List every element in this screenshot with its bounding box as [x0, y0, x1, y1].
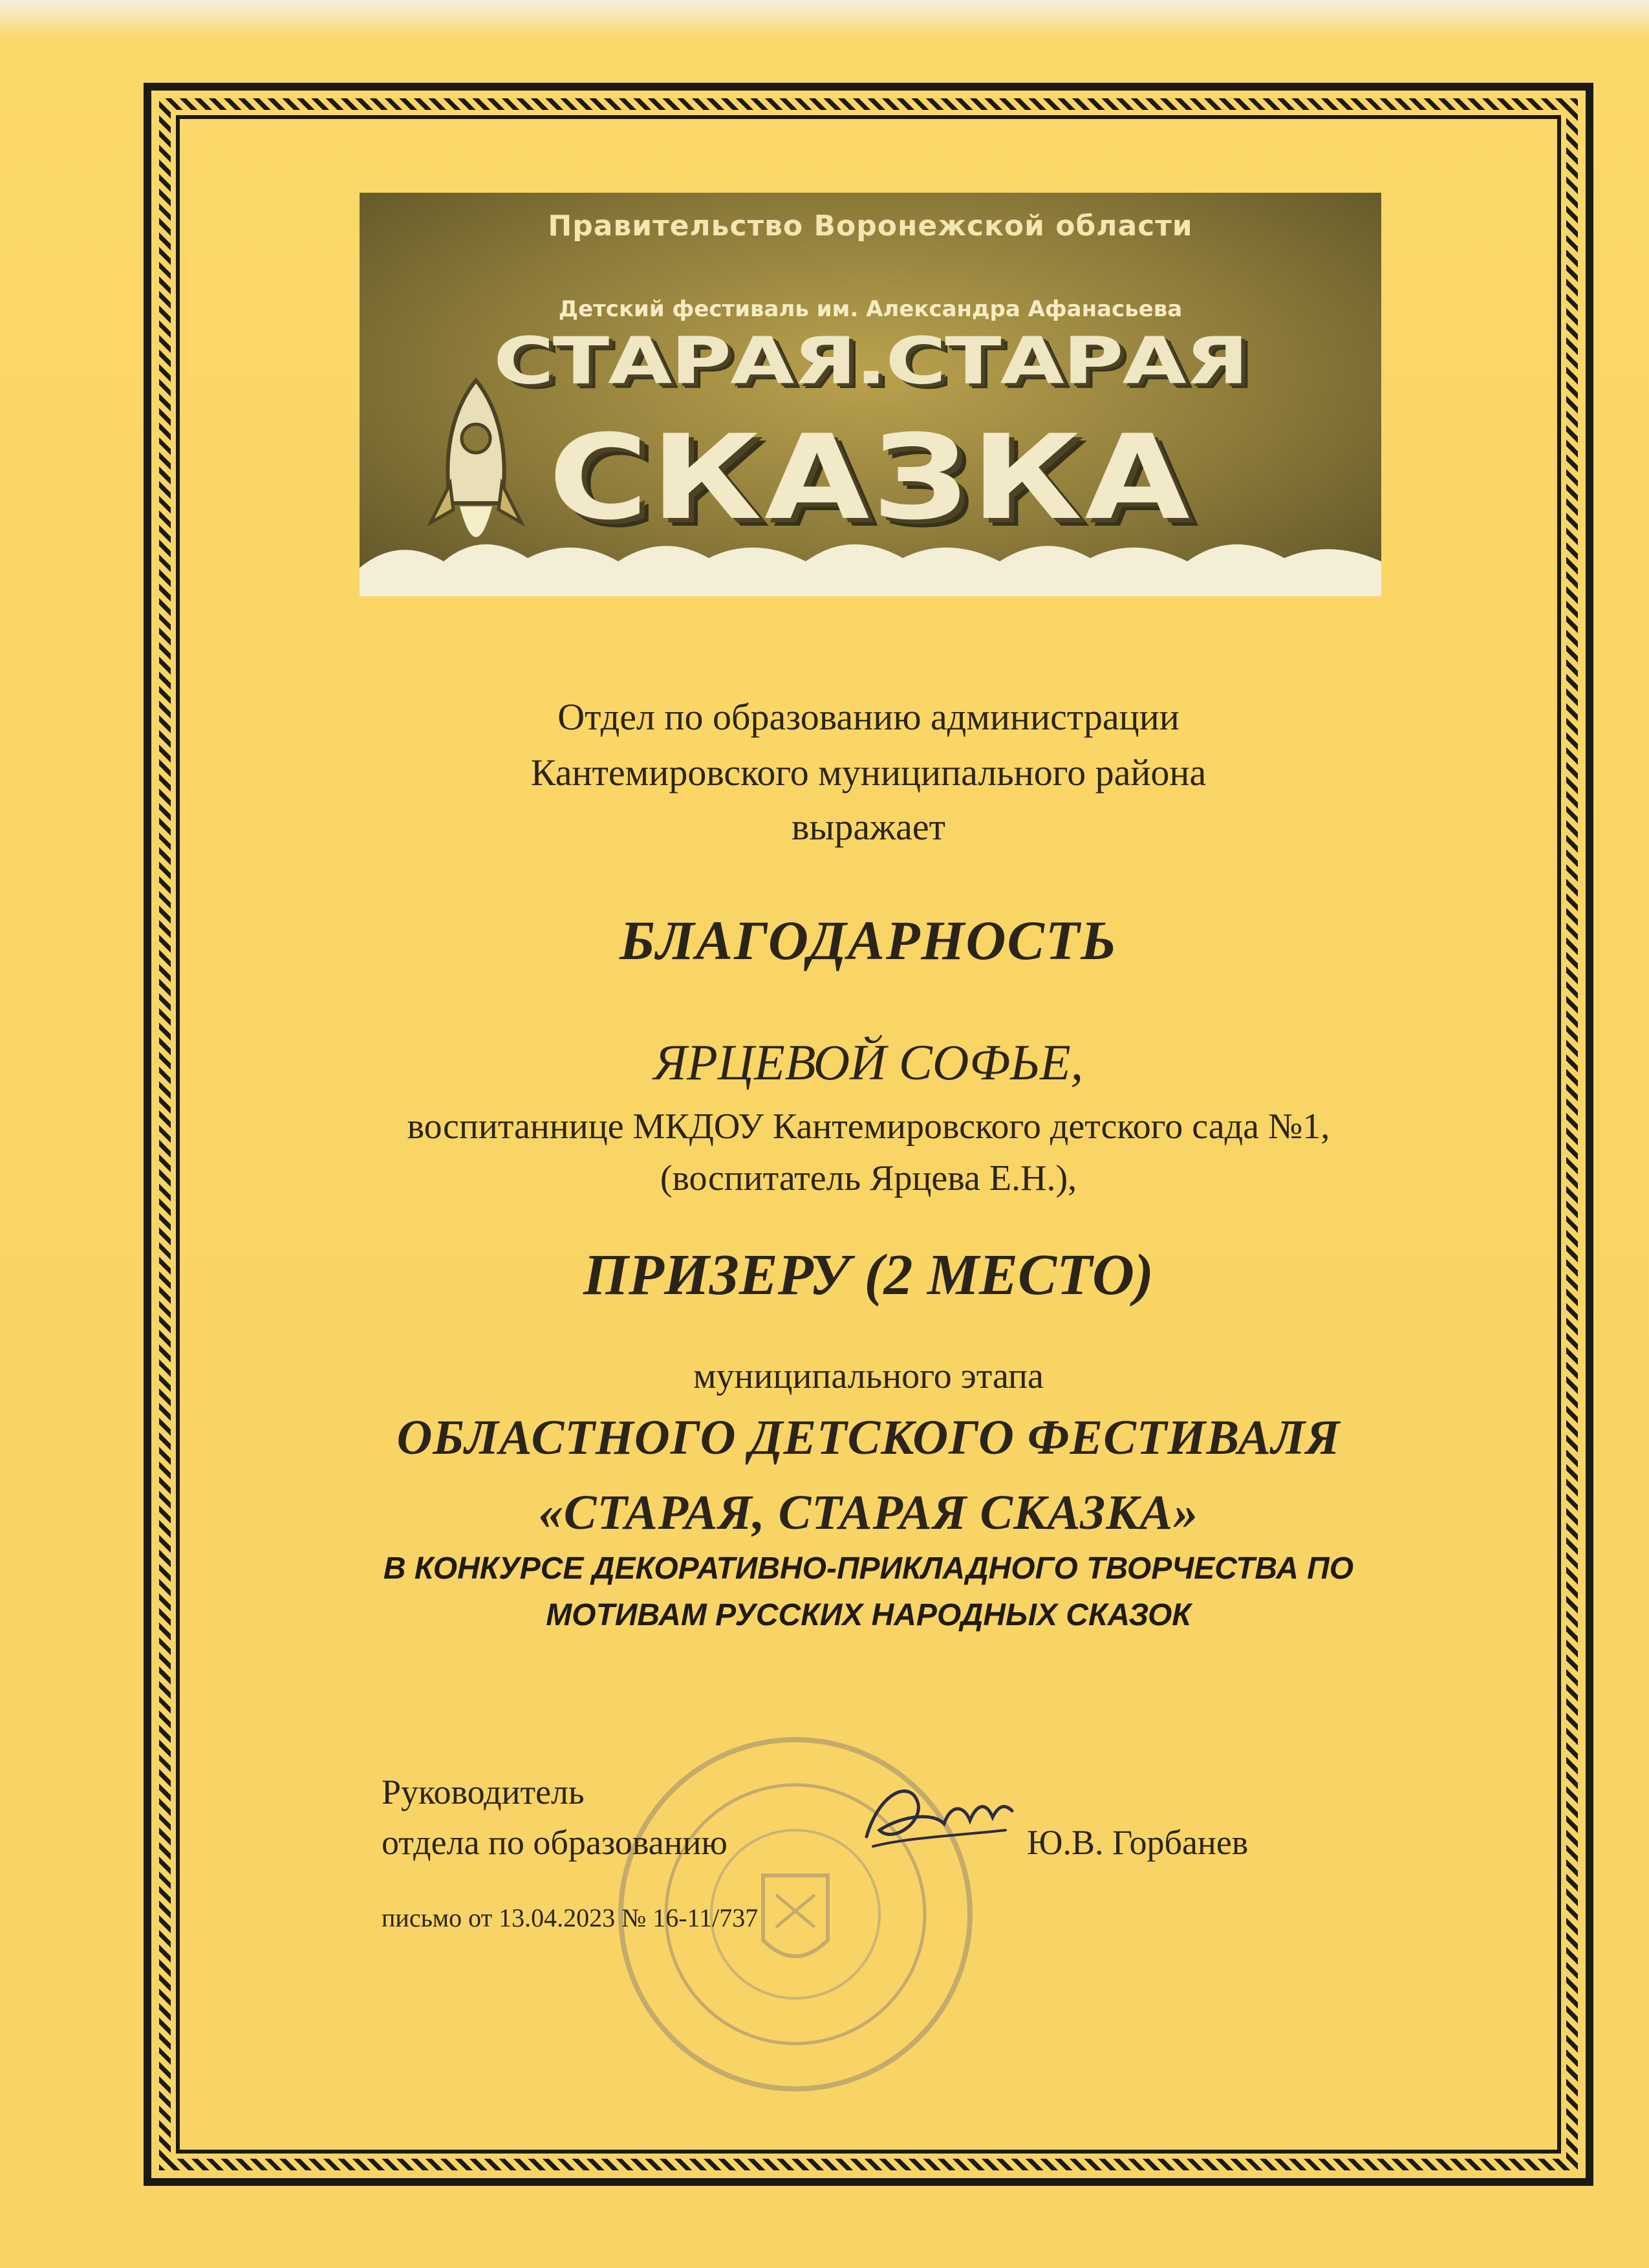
stage-line: муниципального этапа [693, 1356, 1044, 1396]
banner-festival-line: Детский фестиваль им. Александра Афанасьева [558, 296, 1183, 322]
signer-name: Ю.В. Горбанев [1027, 1823, 1249, 1862]
letter-reference: письмо от 13.04.2023 № 16-11/737 [382, 1903, 759, 1932]
contest-line-2: МОТИВАМ РУССКИХ НАРОДНЫХ СКАЗОК [546, 1598, 1191, 1632]
org-line-2: Кантемировского муниципального района [530, 751, 1207, 794]
banner-government-line: Правительство Воронежской области [548, 210, 1193, 243]
recipient-name: ЯРЦЕВОЙ СОФЬЕ, [653, 1034, 1084, 1090]
banner-logo-line2: СКАЗКА [548, 409, 1192, 546]
festival-banner [360, 193, 1381, 596]
certificate-title: БЛАГОДАРНОСТЬ [620, 909, 1117, 971]
org-line-3: выражает [791, 806, 945, 848]
handwritten-signature [854, 1766, 1015, 1863]
prize-place: ПРИЗЕРУ (2 МЕСТО) [583, 1243, 1154, 1307]
banner-logo-line1: СТАРАЯ.СТАРАЯ [493, 323, 1248, 399]
cloud-decoration [360, 529, 1381, 596]
festival-line-2: «СТАРАЯ, СТАРАЯ СКАЗКА» [538, 1485, 1199, 1540]
org-line-1: Отдел по образованию администрации [557, 696, 1180, 738]
signer-role-line-1: Руководитель [382, 1773, 585, 1811]
scan-edge [0, 0, 1649, 39]
festival-line-1: ОБЛАСТНОГО ДЕТСКОГО ФЕСТИВАЛЯ [396, 1410, 1341, 1465]
recipient-info-line-1: воспитаннице МКДОУ Кантемировского детского сада №1, [407, 1107, 1330, 1147]
recipient-info-line-2: (воспитатель Ярцева Е.Н.), [660, 1158, 1077, 1198]
signer-role-line-2: отдела по образованию [382, 1823, 727, 1862]
contest-line-1: В КОНКУРСЕ ДЕКОРАТИВНО-ПРИКЛАДНОГО ТВОРЧЕСТВА ПО [383, 1551, 1354, 1586]
